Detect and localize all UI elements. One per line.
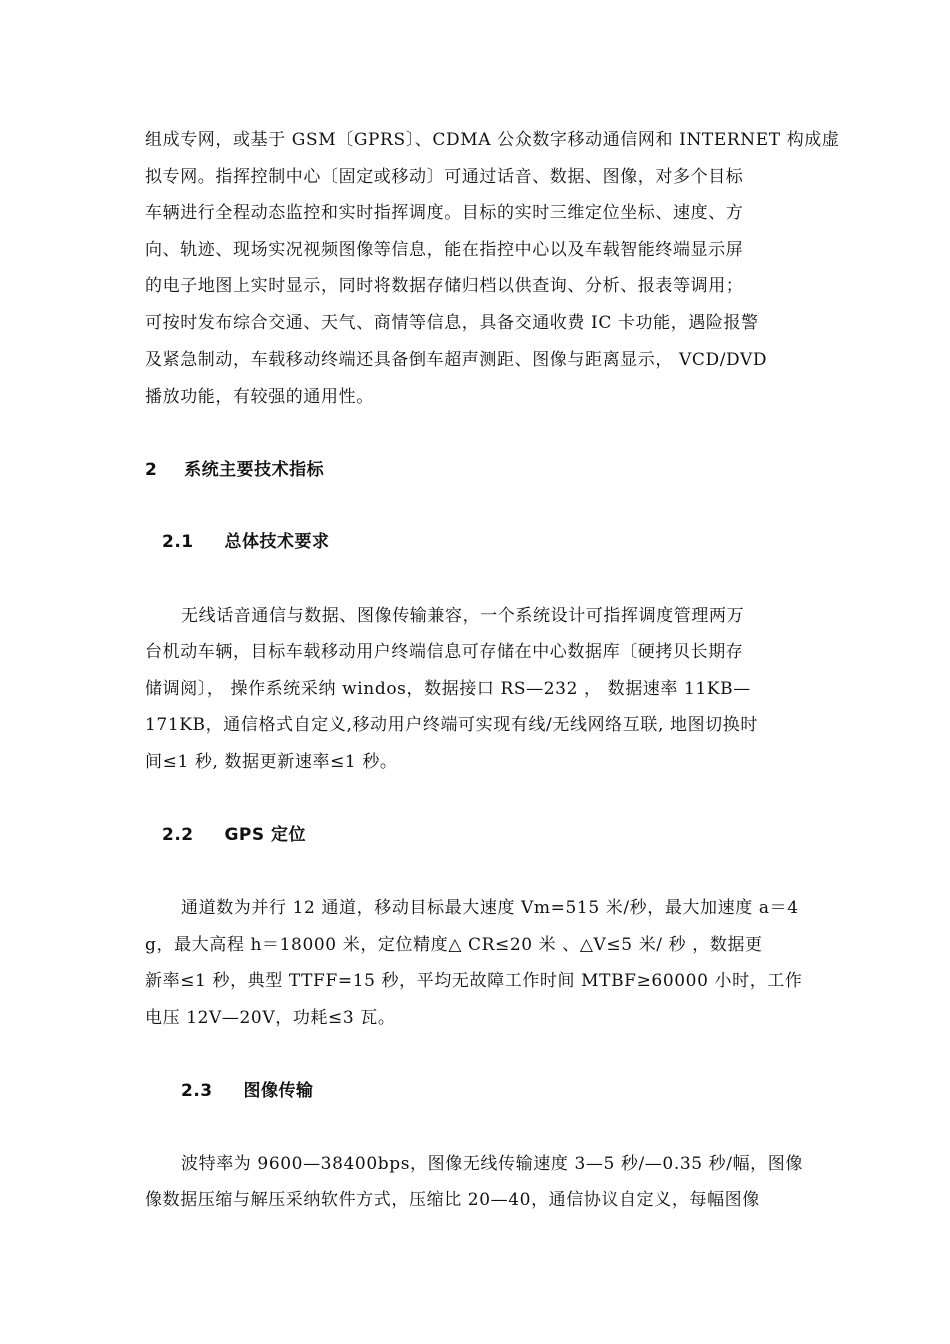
text-line: 及紧急制动，车载移动终端还具备倒车超声测距、图像与距离显示， VCD/DVD — [145, 350, 768, 370]
text-line: 储调阅〕， 操作系统采纳 windos，数据接口 RS—232 ， 数据速率 11KB— — [145, 679, 751, 699]
text-line: 可按时发布综合交通、天气、商情等信息，具备交通收费 IC 卡功能，遇险报警 — [145, 313, 759, 333]
text-line: 171KB，通信格式自定义,移动用户终端可实现有线/无线网络互联, 地图切换时 — [145, 715, 758, 735]
subsection-heading — [162, 823, 306, 847]
subsection-heading — [181, 1079, 313, 1103]
text-line: 向、轨迹、现场实况视频图像等信息，能在指控中心以及车载智能终端显示屏 — [145, 240, 744, 260]
text-line: 无线话音通信与数据、图像传输兼容，一个系统设计可指挥调度管理两万 — [181, 606, 745, 626]
subsection-number: 2.1 — [162, 532, 194, 552]
subsection-title: GPS 定位 — [224, 825, 307, 845]
subsection-title: 图像传输 — [243, 1081, 314, 1101]
subsection-number: 2.2 — [162, 825, 194, 845]
text-line: 通道数为并行 12 通道，移动目标最大速度 Vm=515 米/秒，最大加速度 a＝4 — [181, 898, 799, 918]
text-line: 电压 12V—20V，功耗≤3 瓦。 — [145, 1008, 396, 1028]
text-line: 车辆进行全程动态监控和实时指挥调度。目标的实时三维定位坐标、速度、方 — [145, 203, 744, 223]
text-line: 台机动车辆，目标车载移动用户终端信息可存储在中心数据库〔硬拷贝长期存 — [145, 642, 744, 662]
section-title: 系统主要技术指标 — [184, 460, 325, 480]
section-heading — [145, 458, 324, 482]
text-line: g，最大高程 h＝18000 米，定位精度△ CR≤20 米 、△V≤5 米/ 秒 ，数据更 — [145, 935, 763, 955]
text-line: 拟专网。指挥控制中心〔固定或移动〕可通过话音、数据、图像，对多个目标 — [145, 167, 744, 187]
subsection-heading — [162, 530, 329, 554]
text-line: 波特率为 9600—38400bps，图像无线传输速度 3—5 秒/—0.35 秒/幅，图像 — [181, 1154, 803, 1174]
text-line: 间≤1 秒, 数据更新速率≤1 秒。 — [145, 752, 398, 772]
text-line: 新率≤1 秒，典型 TTFF=15 秒，平均无故障工作时间 MTBF≥60000 小时，工作 — [145, 971, 803, 991]
text-line: 组成专网，或基于 GSM〔GPRS〕、CDMA 公众数字移动通信网和 INTERNET 构成虚 — [145, 130, 840, 150]
text-line: 像数据压缩与解压采纳软件方式，压缩比 20—40，通信协议自定义，每幅图像 — [145, 1190, 760, 1210]
section-number: 2 — [145, 460, 158, 480]
subsection-number: 2.3 — [181, 1081, 213, 1101]
text-line: 播放功能，有较强的通用性。 — [145, 387, 374, 407]
subsection-title: 总体技术要求 — [224, 532, 330, 552]
text-line: 的电子地图上实时显示，同时将数据存储归档以供查询、分析、报表等调用； — [145, 276, 744, 296]
